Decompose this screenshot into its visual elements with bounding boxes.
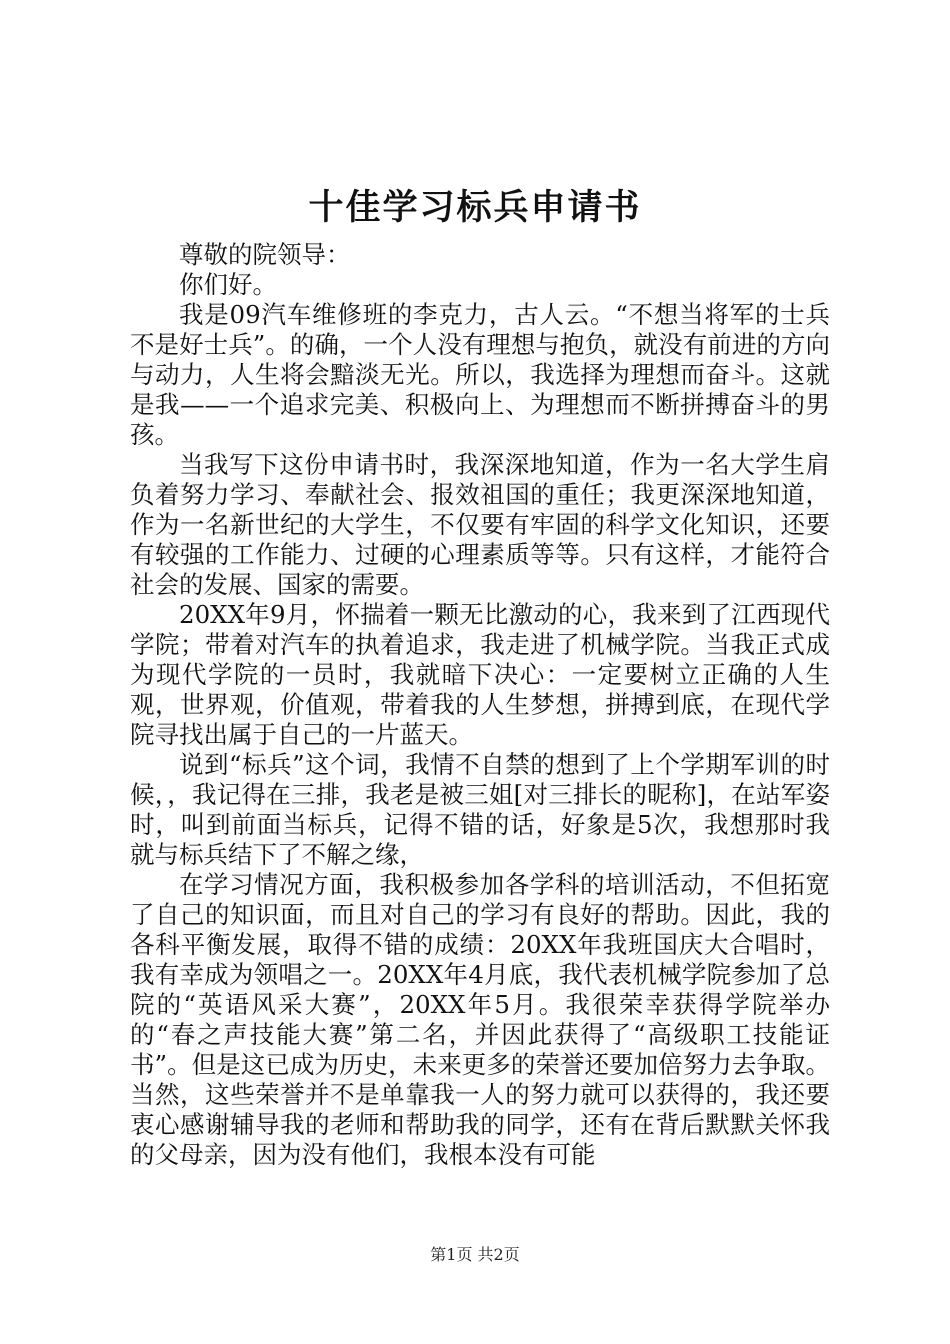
document-body <box>130 240 830 1170</box>
document-title: 十佳学习标兵申请书 <box>308 187 642 228</box>
greeting: 你们好。 <box>179 270 277 299</box>
paragraph-military-training: 说到“标兵”这个词，我情不自禁的想到了上个学期军训的时候，，我记得在三排，我老是被三姐[对三排长的昵称]，在站军姿时，叫到前面当标兵，记得不错的话，好象是5次，我想那时我就与标兵结下了不解之缘， <box>130 750 830 869</box>
salutation: 尊敬的院领导： <box>179 240 351 269</box>
paragraph-study-achievements: 在学习情况方面，我积极参加各学科的培训活动，不但拓宽了自己的知识面，而且对自己的学习有良好的帮助。因此，我的各科平衡发展，取得不错的成绩：20XX年我班国庆大合唱时，我有幸成为领唱之一。20XX年4月底，我代表机械学院参加了总院的“英语风采大赛”，20XX年5月。我很荣幸获得学院举办的“春之声技能大赛”第二名，并因此获得了“高级职工技能证书”。但是这已成为历史，未来更多的荣誉还要加倍努力去争取。当然，这些荣誉并不是单靠我一人的努力就可以获得的，我还要衷心感谢辅导我的老师和帮助我的同学，还有在背后默默关怀我的父母亲，因为没有他们，我根本没有可能 <box>130 870 830 1169</box>
paragraph-responsibility: 当我写下这份申请书时，我深深地知道，作为一名大学生肩负着努力学习、奉献社会、报效祖国的重任；我更深深地知道，作为一名新世纪的大学生，不仅要有牢固的科学文化知识，还要有较强的工作能力、过硬的心理素质等等。只有这样，才能符合社会的发展、国家的需要。 <box>130 450 830 599</box>
paragraph-enrollment: 20XX年9月，怀揣着一颗无比激动的心，我来到了江西现代学院；带着对汽车的执着追求，我走进了机械学院。当我正式成为现代学院的一员时，我就暗下决心：一定要树立正确的人生观，世界观，价值观，带着我的人生梦想，拼搏到底，在现代学院寻找出属于自己的一片蓝天。 <box>130 600 830 749</box>
page-indicator: 第1页 共2页 <box>430 1245 520 1264</box>
paragraph-intro: 我是09汽车维修班的李克力，古人云。“不想当将军的士兵不是好士兵”。的确，一个人没有理想与抱负，就没有前进的方向与动力，人生将会黯淡无光。所以，我选择为理想而奋斗。这就是我——一个追求完美、积极向上、为理想而不断拼搏奋斗的男孩。 <box>130 300 830 449</box>
